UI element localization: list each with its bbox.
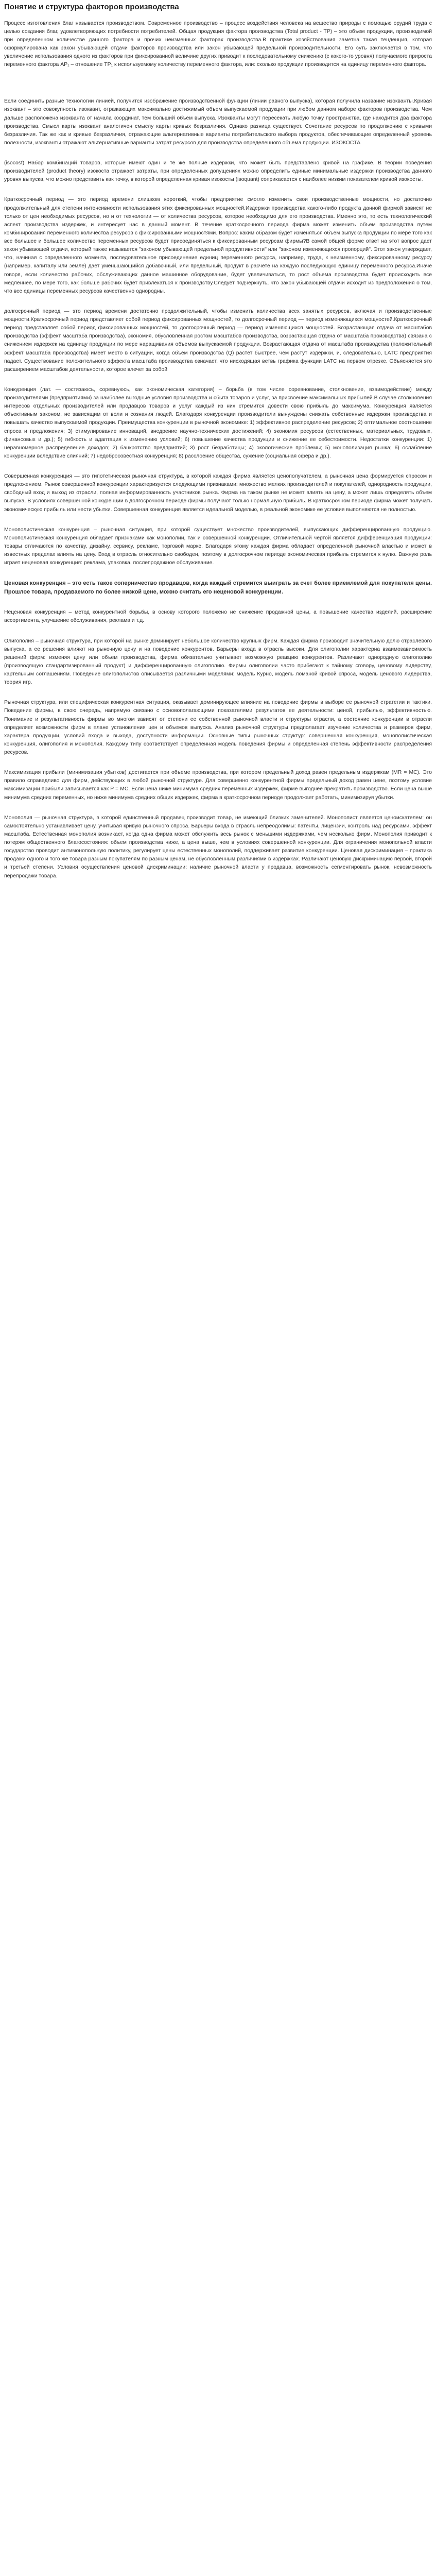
paragraph-profit-maximization: Максимизация прибыли (минимизация убытков) достигается при объеме производства, при котором предельный доход равен предельным издержкам (MR = MC). Это правило справедливо для фирм, действующих в любой рыночной структуре. Для совершенно конкурентной фирмы предельный доход равен цене, поэтому условие максимизации прибыли записывается как P = MC. Если цена ниже минимума средних переменных издержек, фирме выгоднее прекратить производство. Если цена выше минимума средних переменных, но ниже минимума средних общих издержек, фирма в краткосрочном периоде продолжает работать, минимизируя убытки. (4, 770, 432, 801)
paragraph-short-run: Краткосрочный период — это период времени слишком короткий, чтобы предприятие смогло изменить свои производственные мощности, но достаточно продолжительный для степени интенсивности использования этих фиксированных мощностей.Издержки производства какого-либо продукта данной фирмой зависят не только от цен необходимых ресурсов, но и от технологии — от количества ресурсов, которое необходимо для его производства. Именно это, то есть технологический аспект производства издержек, и интересует нас в данный момент. В течение краткосрочного периода фирма может изменить объем производства путем комбинирования переменного количества ресурсов с фиксированными мощностями. Вопрос: каким образом будет изменяться объем выпуска продукции по мере того как все большее и большее количество переменных ресурсов будет присоединяться к фиксированным ресурсам фирмы?В самой общей форме ответ на этот вопрос дает закон убывающей отдачи, который также называется "законом убывающей предельной продуктивности" или "законом изменяющихся пропорций". Этот закон утверждает, что, начиная с определенного момента, последовательное присоединение единиц переменного ресурса, например, труда, к неизменному, фиксированному ресурсу (например, капиталу или земле) дает уменьшающийся добавочный, или предельный, продукт в расчете на каждую последующую единицу переменного ресурса.Иначе говоря, если количество рабочих, обслуживающих данное машинное оборудование, будет увеличиваться, то рост объема производства будет происходить все медленнее, по мере того, как больше рабочих будет привлекаться к производству.Следует подчеркнуть, что закон убывающей отдачи исходит из предположения о том, что все единицы переменных ресурсов качественно однородны. (4, 197, 432, 294)
paragraph-production: Процесс изготовления благ называется производством. Современное производство – процесс воздействия человека на вещество природы с помощью орудий труда с целью создания благ, удовлетворяющих потребности потребителей. Общая продукция фактора производства (Total product - TP) – это объем продукции, производимой при определенном количестве данного фактора и прочих неизменных факторах производства.В практике хозяйствования заметна такая тенденция, которая сформулирована как закон убывающей отдачи факторов производства или закон убывающей предельной производительности. Его суть заключается в том, что увеличение использования одного из факторов при фиксированной величине других приводит к последовательному снижению (с какого-то уровня) получаемого прироста переменного фактора AP₁ – отношение TP₁ к используемому количеству переменного фактора, или: сколько продукции производится на единицу переменного фактора. (4, 20, 432, 68)
paragraph-competition: Конкуренция (лат. — состязаюсь, соревнуюсь, как экономическая категория) – борьба (в том числе соревнование, столкновение, взаимодействие) между производителями (предприятиями) за наиболее выгодные условия производства и сбыта товаров и услуг, за присвоение максимальных прибылей.В случае столкновения интересов отдельных производителей или продавцов товаров и услуг каждый из них стремится довести свою прибыль до максимума. Конкуренция является объективным законом, не зависящим от воли и сознания людей. Благодаря конкуренции производители вынуждены снижать собственные издержки производства и повышать качество выпускаемой продукции. Преимущества конкуренции в рыночной экономике: 1) эффективное распределение ресурсов; 2) оптимальное соотношение спроса и предложения; 3) стимулирование инноваций, внедрение научно-технических достижений; 4) экономия ресурсов (естественных, материальных, трудовых, финансовых и др.); 5) гибкость и адаптация к изменению условий; 6) повышение качества продукции и снижение ее себестоимости. Недостатки конкуренции: 1) неравномерное распределение доходов; 2) банкротство предприятий; 3) рост безработицы; 4) экологические проблемы; 5) монополизация рынка; 6) ослабление конкуренции вследствие слияний; 7) недобросовестная конкуренция; 8) расслоение общества, сужение (социальная сфера и др.). (4, 386, 432, 459)
paragraph-isoquant: Если соединить разные технологии линией, получится изображение производственной функции (линии равного выпуска), которая получила название изокванты.Кривая изоквант – это совокупность изоквант, отражающих максимально достижимый объем выпускаемой продукции при любом данном наборе факторов производства. Чем дальше расположена изокванта от начала координат, тем больший объем выпуска. Изокванты могут пересекать любую точку пространства, где находится два фактора производства. Смысл карты изоквант аналогичен смыслу карты кривых безразличия. Однако разница существует. Сочетание ресурсов по продолжению с кривыми безразличия. Так же как и кривые безразличия, отражающие альтернативные варианты потребительского выбора продуктов, обеспечивающие определенный уровень полезности, изокванты отражают альтернативные варианты затрат ресурсов для производства определенного объема продукции. ИЗОКОСТА (4, 98, 432, 146)
spacer (4, 81, 432, 97)
price-competition-definition: Ценовая конкуренция – это есть такое соперничество продавцов, когда каждый стремится выиграть за счет более приемлемой для покупателя цены. Прошлое товара, продаваемого по более низкой цене, можно считать его неценовой конкуренции. (4, 580, 432, 596)
paragraph-perfect-competition: Совершенная конкуренция — это гипотетическая рыночная структура, в которой каждая фирма является ценополучателем, а рыночная цена формируется спросом и предложением. Рынок совершенной конкуренции характеризуется следующими признаками: множество мелких производителей и покупателей, однородность продукции, свободный вход и выход из отрасли, полная информированность участников рынка. Фирма на таком рынке не может влиять на цену, а может лишь определять объем выпуска. В условиях совершенной конкуренции в долгосрочном периоде фирмы получают только нормальную прибыль. В краткосрочном периоде фирма может получать экономическую прибыль или нести убытки. Совершенная конкуренция является идеальной моделью, в реальной экономике ее условия выполняются не полностью. (4, 473, 432, 513)
article (0, 0, 436, 903)
paragraph-monopoly: Монополия — рыночная структура, в которой единственный продавец производит товар, не имеющий близких заменителей. Монополист является ценоискателем: он самостоятельно устанавливает цену, учитывая кривую рыночного спроса. Барьеры входа в отрасль непреодолимы: патенты, лицензии, контроль над ресурсами, эффект масштаба. Естественная монополия возникает, когда одна фирма может обслужить весь рынок с меньшими издержками, чем несколько фирм. Монополия приводит к потерям общественного благосостояния: объем производства ниже, а цена выше, чем в условиях совершенной конкуренции. Для ограничения монопольной власти государство проводит антимонопольную политику, регулирует цены естественных монополий, поддерживает развитие конкуренции. Ценовая дискриминация – практика продажи одного и того же товара разным покупателям по разным ценам, не обусловленным различиями в издержках. Различают ценовую дискриминацию первой, второй и третьей степени. Условия осуществления ценовой дискриминации: наличие рыночной власти у продавца, возможность сегментировать рынок, невозможность перепродажи товара. (4, 815, 432, 879)
paragraph-isocost: (isocost) Набор комбинаций товаров, которые имеют один и те же полные издержки, что может быть представлено кривой на графике. В теории поведения производителей (product theory) изокоста отражает затраты, при определенных допущениях можно определить единые минимальные издержки производства данного уровня выпуска, что можно представить как точку, в которой определенная кривая изокосты (isoquant) соприкасается с наиболее низким показателем кривой изокосты. (4, 160, 432, 183)
paragraph-non-price-competition: Неценовая конкуренция – метод конкурентной борьбы, в основу которого положено не снижение продажной цены, а повышение качества изделий, расширение ассортимента, улучшение обслуживания, реклама и т.д. (4, 609, 432, 624)
paragraph-long-run: долгосрочный период — это период времени достаточно продолжительный, чтобы изменить количества всех занятых ресурсов, включая и производственные мощности.Краткосрочный период представляет собой период фиксированных мощностей, то долгосрочный период — период изменяющихся мощностей.Краткосрочный период представляет собой период фиксированных мощностей, то долгосрочный период — период изменяющихся мощностей. Возрастающая отдача от масштабов производства (эффект масштаба производства), экономия, обусловленная ростом масштабов производства, возрастающая отдача от масштаба производства) связана с снижением издержек на единицу продукции по мере наращивания объемов выпускаемой продукции. Возрастающая отдача от масштаба производства (положительный эффект масштаба производства) имеет место в ситуации, когда объем производства (Q) растет быстрее, чем растут издержки, и, следовательно, LATC предприятия падает. Существование положительного эффекта масштаба производства означает, что нисходящая ветвь графика функции LATC на первом отрезке. Объясняется это расширением масштабов деятельности, которое влечет за собой (4, 308, 432, 372)
paragraph-oligopoly: Олигополия – рыночная структура, при которой на рынке доминирует небольшое количество крупных фирм. Каждая фирма производит значительную долю отраслевого выпуска, а ее решения влияют на рыночную цену и на поведение конкурентов. Барьеры входа в отрасль высоки. Для олигополии характерна взаимозависимость решений фирм: изменяя цену или объем производства, фирма обязательно учитывает возможную реакцию конкурентов. Различают однородную олигополию (производящую стандартизированный продукт) и дифференцированную олигополию. Фирмы олигополии часто прибегают к тайному сговору, ценовому лидерству, картельным соглашениям. Поведение олигополистов описывается различными моделями: модель Курно, модель ломаной кривой спроса, модель ценового лидерства, теория игр. (4, 638, 432, 686)
paragraph-market-structure: Рыночная структура, или специфическая конкурентная ситуация, оказывает доминирующее влияние на поведение фирмы в выборе ее рыночной стратегии и тактики. Поведение фирмы, в свою очередь, напрямую связано с основополагающими показателями результатов ее деятельности: ценой, прибылью, эффективностью. Понимание и результативность фирмы во многом зависят от степени ее собственной рыночной власти и структуры отрасли, а состояние конкуренции в отрасли определяет возможности фирм в плане установления цен и объемов выпуска. Анализ рыночной структуры предполагает изучение количества и размеров фирм, характера продукции, условий входа и выхода, доступности информации. Основные типы рыночных структур: совершенная конкуренция, монополистическая конкуренция, олигополия и монополия. Каждому типу соответствует определенная модель поведения фирмы и определенная степень эффективности распределения ресурсов. (4, 700, 432, 756)
paragraph-monopolistic-competition: Монополистическая конкуренция – рыночная ситуация, при которой существует множество производителей, выпускающих дифференцированную продукцию. Монополистическая конкуренция обладает признаками как монополии, так и совершенной конкуренции. Отличительной чертой является дифференциация продукции: товары отличаются по качеству, дизайну, сервису, рекламе, торговой марке. Благодаря этому каждая фирма обладает определенной рыночной властью и может в известных пределах влиять на цену. Вход в отрасль относительно свободен, поэтому в долгосрочном периоде экономическая прибыль стремится к нулю. Важную роль играет неценовая конкуренция: реклама, упаковка, послепродажное обслуживание. (4, 527, 432, 566)
page-title: Понятие и структура факторов производства (4, 3, 179, 11)
